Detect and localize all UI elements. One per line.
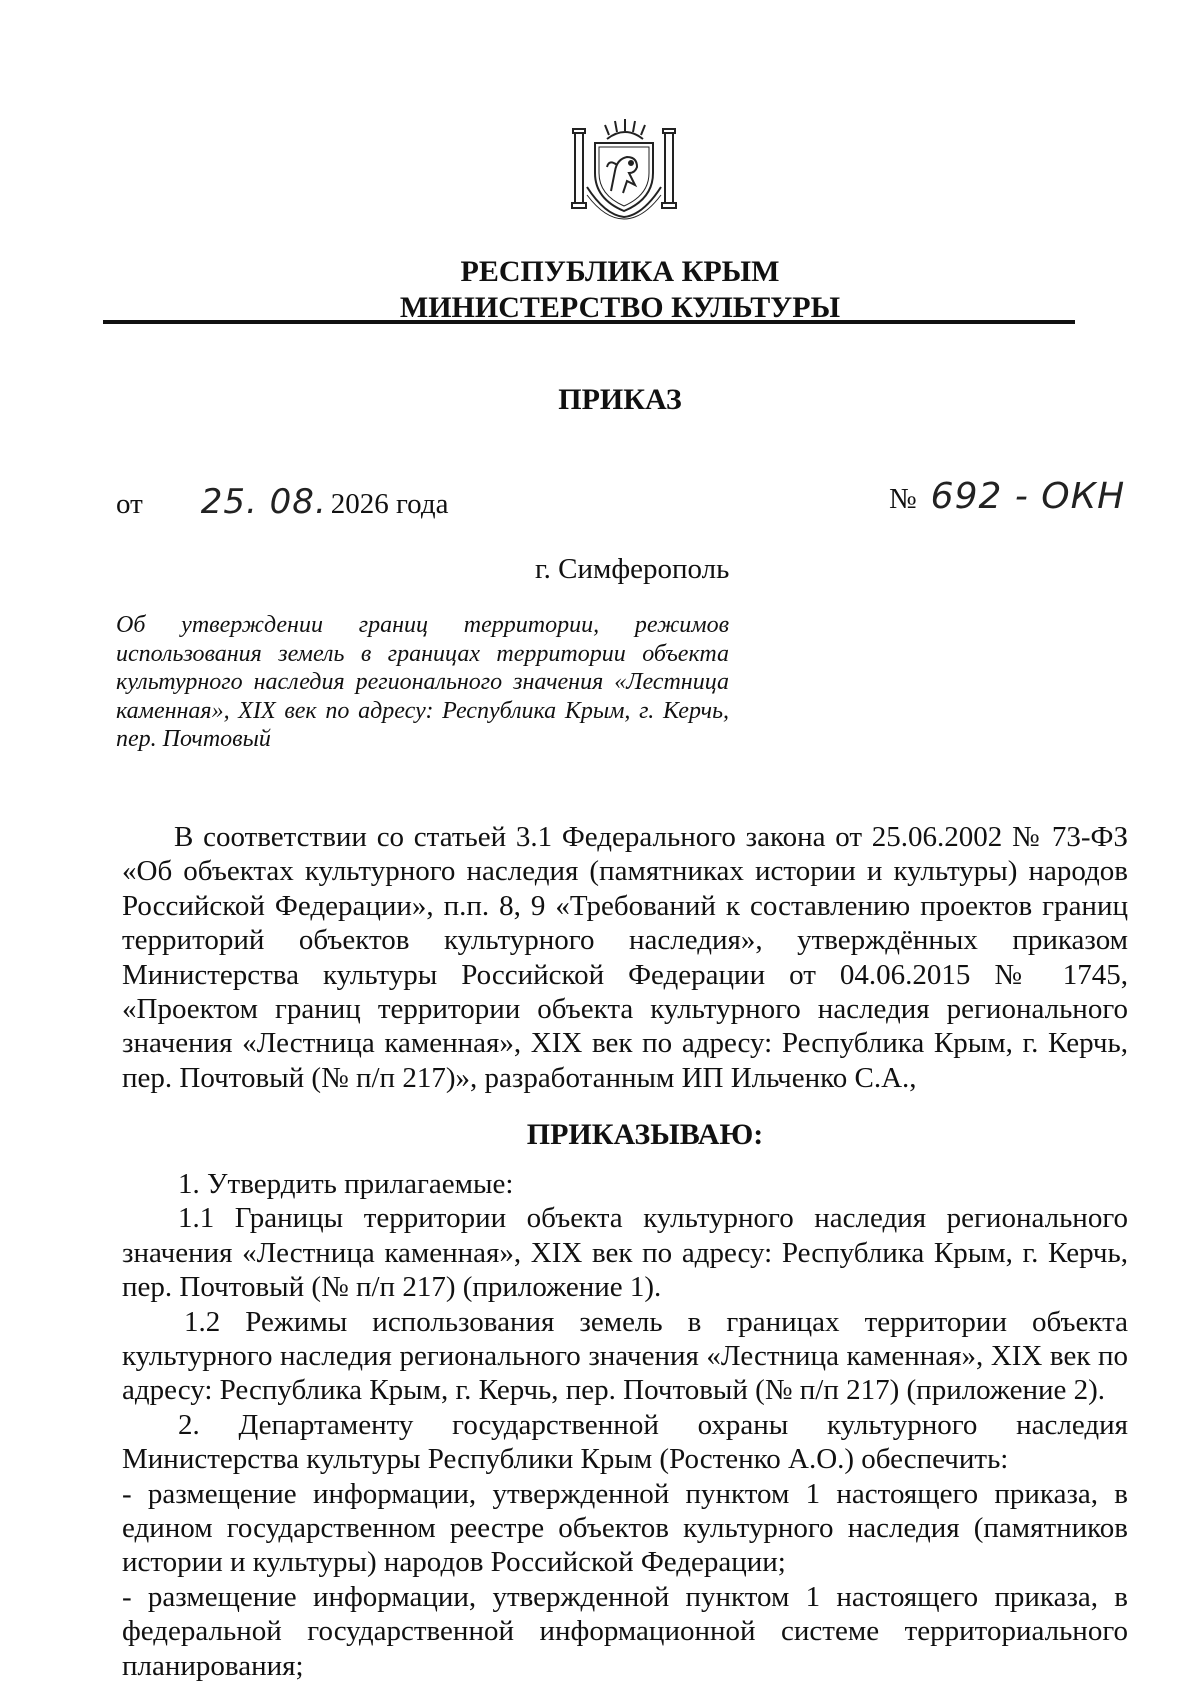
item-1-1: 1.1 Границы территории объекта культурного наследия регионального значения «Лестница каменная», XIX век по адресу: Республика Крым, г. Керчь, пер. Почтовый (№ п/п 217) (приложение 1). xyxy=(122,1202,1128,1304)
crimea-coat-of-arms-icon xyxy=(565,115,683,220)
item-1-2: 1.2 Режимы использования земель в границах территории объекта культурного наследия регионального значения «Лестница каменная», XIX век по адресу: Республика Крым, г. Керчь, пер. Почтовый (№ п/п 217) (приложение 2). xyxy=(122,1305,1128,1407)
document-header xyxy=(0,254,1200,326)
item-2-a: - размещение информации, утвержденной пунктом 1 настоящего приказа, в едином государственном реестре объектов культурного наследия (памятников истории и культуры) народов Российской Федерации; xyxy=(122,1477,1128,1579)
item-2-b: - размещение информации, утвержденной пунктом 1 настоящего приказа, в федеральной государственной информационной системе территориального планирования; xyxy=(122,1580,1128,1682)
preamble-paragraph xyxy=(122,820,1128,1095)
order-subject: Об утверждении границ территории, режимов использования земель в границах территории объекта культурного наследия регионального значения «Лестница каменная», XIX век по адресу: Республика Крым, г. Керчь, пер. Почтовый xyxy=(116,612,729,753)
city: г. Симферополь xyxy=(535,553,730,585)
order-items xyxy=(122,1167,1128,1683)
header-republic: РЕСПУБЛИКА КРЫМ xyxy=(460,255,780,288)
date-prefix: от xyxy=(116,488,143,520)
date-handwritten: 25. 08. xyxy=(200,482,327,522)
number-handwritten: 692 - ОКН xyxy=(930,476,1126,517)
item-2: 2. Департаменту государственной охраны культурного наследия Министерства культуры Республики Крым (Ростенко А.О.) обеспечить: xyxy=(122,1408,1128,1476)
header-ministry: МИНИСТЕРСТВО КУЛЬТУРЫ xyxy=(399,291,841,324)
header-divider xyxy=(103,320,1075,324)
preamble-text: В соответствии со статьей 3.1 Федерального закона от 25.06.2002 № 73-ФЗ «Об объектах культурного наследия (памятниках истории и культуры) народов Российской Федерации», п.п. 8, 9 «Требований к составлению проектов границ территорий объектов культурного наследия», утверждённых приказом Министерства культуры Российской Федерации от 04.06.2015 № 1745, «Проектом границ территории объекта культурного наследия регионального значения «Лестница каменная», XIX век по адресу: Республика Крым, г. Керчь, пер. Почтовый (№ п/п 217)», разработанным ИП Ильченко С.А., xyxy=(122,821,1128,1094)
item-1: 1. Утвердить прилагаемые: xyxy=(178,1168,514,1200)
document-type: ПРИКАЗ xyxy=(558,383,682,416)
date-year: 2026 года xyxy=(330,488,449,520)
order-date xyxy=(116,482,448,522)
order-number xyxy=(889,476,1125,517)
number-prefix: № xyxy=(889,483,917,515)
order-keyword: ПРИКАЗЫВАЮ: xyxy=(526,1118,764,1151)
